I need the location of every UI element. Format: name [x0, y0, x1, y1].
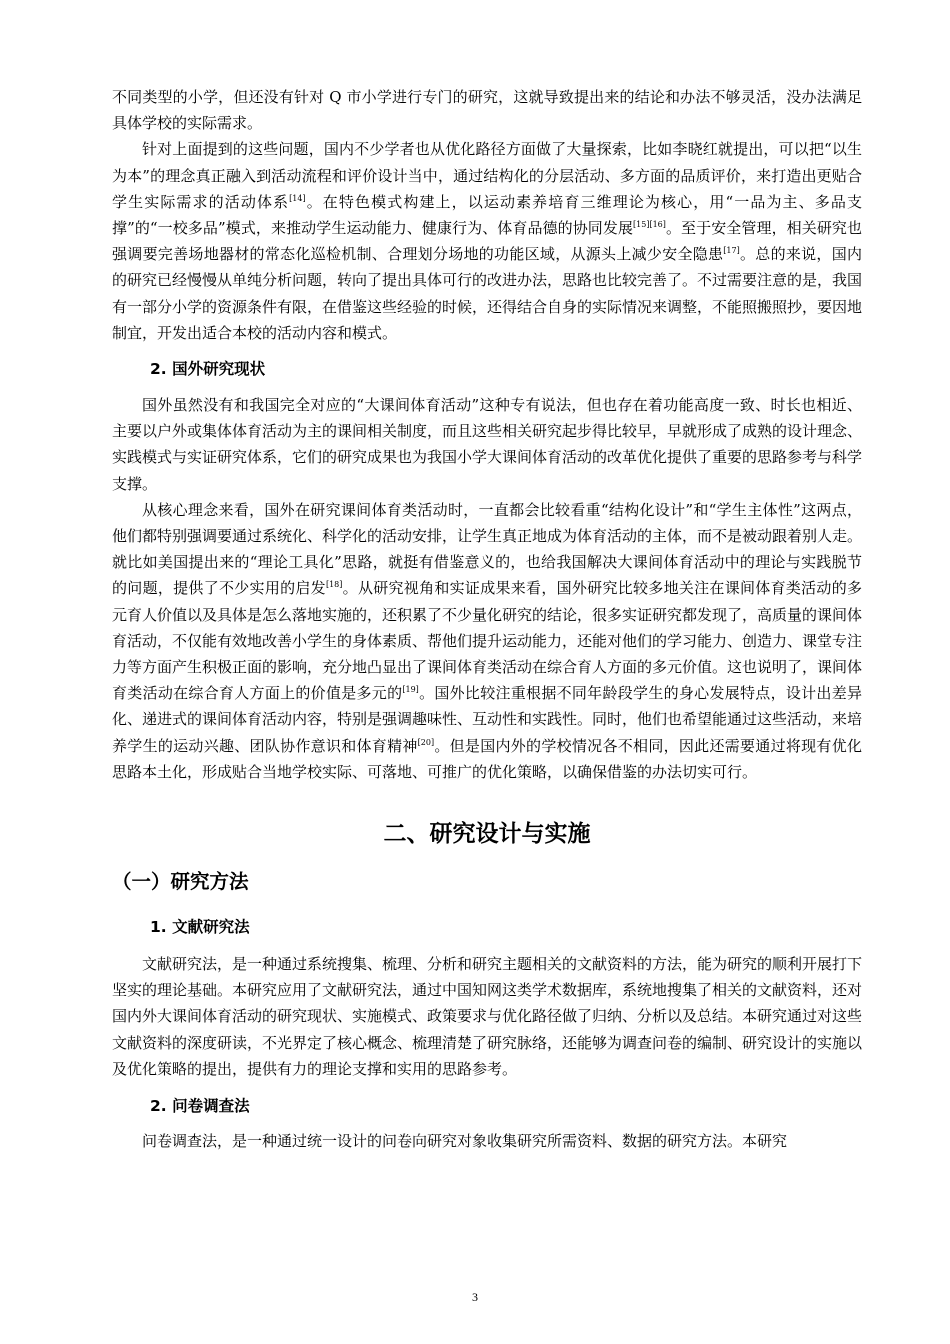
text-segment: 。从研究视角和实证成果来看，国外研究比较多地关注在课间体育类活动的多元育人价值以及具体是怎么落地实施的，还积累了不少量化研究的结论，很多实证研究都发现了，高质量的课间体育活动，不仅能有效地改善小学生的身体素质、帮他们提升运动能力，还能对他们的学习能力、创造力、课堂专注力等方面产生积极正面的影响，充分地凸显出了课间体育类活动在综合育人方面的多元价值。这也说明了，课间体育类活动在综合育人方面上的价值是多元的	[112, 579, 863, 703]
citation-ref: [17]	[723, 246, 740, 256]
citation-ref: [18]	[325, 580, 343, 590]
text-segment: 。在特色模式构建上，以运动素养培育三维理论为核心，用“一品为主、多品支撑”的“一校多品”模式，来推动学生运动能力、健康行为、体育品德的协同发展	[112, 192, 862, 238]
citation-ref: [19]	[402, 685, 419, 695]
text-segment: 。国外比较注重根据不同年龄段学生的身心发展特点，设计出差异化、递进式的课间体育活动内容，特别是强调趣味性、互动性和实践性。同时，他们也希望能通过这些活动，来培养学生的运动兴趣、团队协作意识和体育精神	[112, 684, 863, 755]
text-segment: 针对上面提到的这些问题，国内不少学者也从优化路径方面做了大量探索，比如李晓红就提出，可以把“以生为本”的理念真正融入到活动流程和评价设计当中，通过结构化的分层活动、多方面的品质评价，来打造出更贴合学生实际需求的活动体系	[112, 140, 862, 211]
paragraph-foreign-overview: 国外虽然没有和我国完全对应的“大课间体育活动”这种专有说法，但也存在着功能高度一致、时长也相近、主要以户外或集体体育活动为主的课间相关制度，而且这些相关研究起步得比较早，早就形成了成熟的设计理念、实践模式与实证研究体系，它们的研究成果也为我国小学大课间体育活动的改革优化提供了重要的思路参考与科学支撑。	[112, 396, 863, 493]
text-segment: 。但是国内外的学校情况各不相同，因此还需要通过将现有优化思路本土化，形成贴合当地学校实际、可落地、可推广的优化策略，以确保借鉴的办法切实可行。	[112, 736, 862, 781]
citation-ref: [14]	[289, 193, 306, 203]
subheading-literature-method: 1. 文献研究法	[150, 918, 250, 937]
section-heading: （一）研究方法	[112, 870, 249, 894]
citation-ref: [15][16]	[633, 220, 666, 230]
paragraph-questionnaire-method: 问卷调查法，是一种通过统一设计的问卷向研究对象收集研究所需资料、数据的研究方法。本研究	[142, 1132, 788, 1151]
chapter-heading: 二、研究设计与实施	[383, 821, 591, 848]
paragraph-continuation: 不同类型的小学，但还没有针对 Q 市小学进行专门的研究，这就导致提出来的结论和办法不够灵活，没办法满足具体学校的实际需求。	[112, 88, 862, 133]
page-number: 3	[472, 1290, 478, 1304]
text-segment: 。至于安全管理，相关研究也强调要完善场地器材的常态化巡检机制、合理划分场地的功能区域，从源头上减少安全隐患	[112, 219, 862, 264]
page-content	[112, 84, 862, 1154]
text-segment: 从核心理念来看，国外在研究课间体育类活动时，一直都会比较看重“结构化设计”和“学生主体性”这两点，他们都特别强调要通过系统化、科学化的活动安排，让学生真正地成为体育活动的主体，而不是被动跟着别人走。就比如美国提出来的“理论工具化”思路，就挺有借鉴意义的，也给我国解决大课间体育活动中的理论与实践脱节的问题，提供了不少实用的启发	[112, 500, 863, 598]
citation-ref: [20]	[417, 737, 435, 747]
text-segment: 。总的来说，国内的研究已经慢慢从单纯分析问题，转向了提出具体可行的改进办法，思路也比较完善了。不过需要注意的是，我国有一部分小学的资源条件有限，在借鉴这些经验的时候，还得结合自身的实际情况来调整，不能照搬照抄，要因地制宜，开发出适合本校的活动内容和模式。	[112, 245, 863, 342]
subheading-questionnaire-method: 2. 问卷调查法	[150, 1097, 250, 1116]
paragraph-literature-method: 文献研究法，是一种通过系统搜集、梳理、分析和研究主题相关的文献资料的方法，能为研究的顺利开展打下坚实的理论基础。本研究应用了文献研究法，通过中国知网这类学术数据库，系统地搜集了相关的文献资料，还对国内外大课间体育活动的研究现状、实施模式、政策要求与优化路径做了归纳、分析以及总结。本研究通过对这些文献资料的深度研读，不光界定了核心概念、梳理清楚了研究脉络，还能够为调查问卷的编制、研究设计的实施以及优化策略的提出，提供有力的理论支撑和实用的思路参考。	[112, 955, 863, 1078]
paragraph-domestic-optimization	[112, 136, 862, 346]
paragraph-foreign-core-concepts	[112, 497, 862, 785]
subheading-foreign-research: 2. 国外研究现状	[150, 360, 266, 379]
